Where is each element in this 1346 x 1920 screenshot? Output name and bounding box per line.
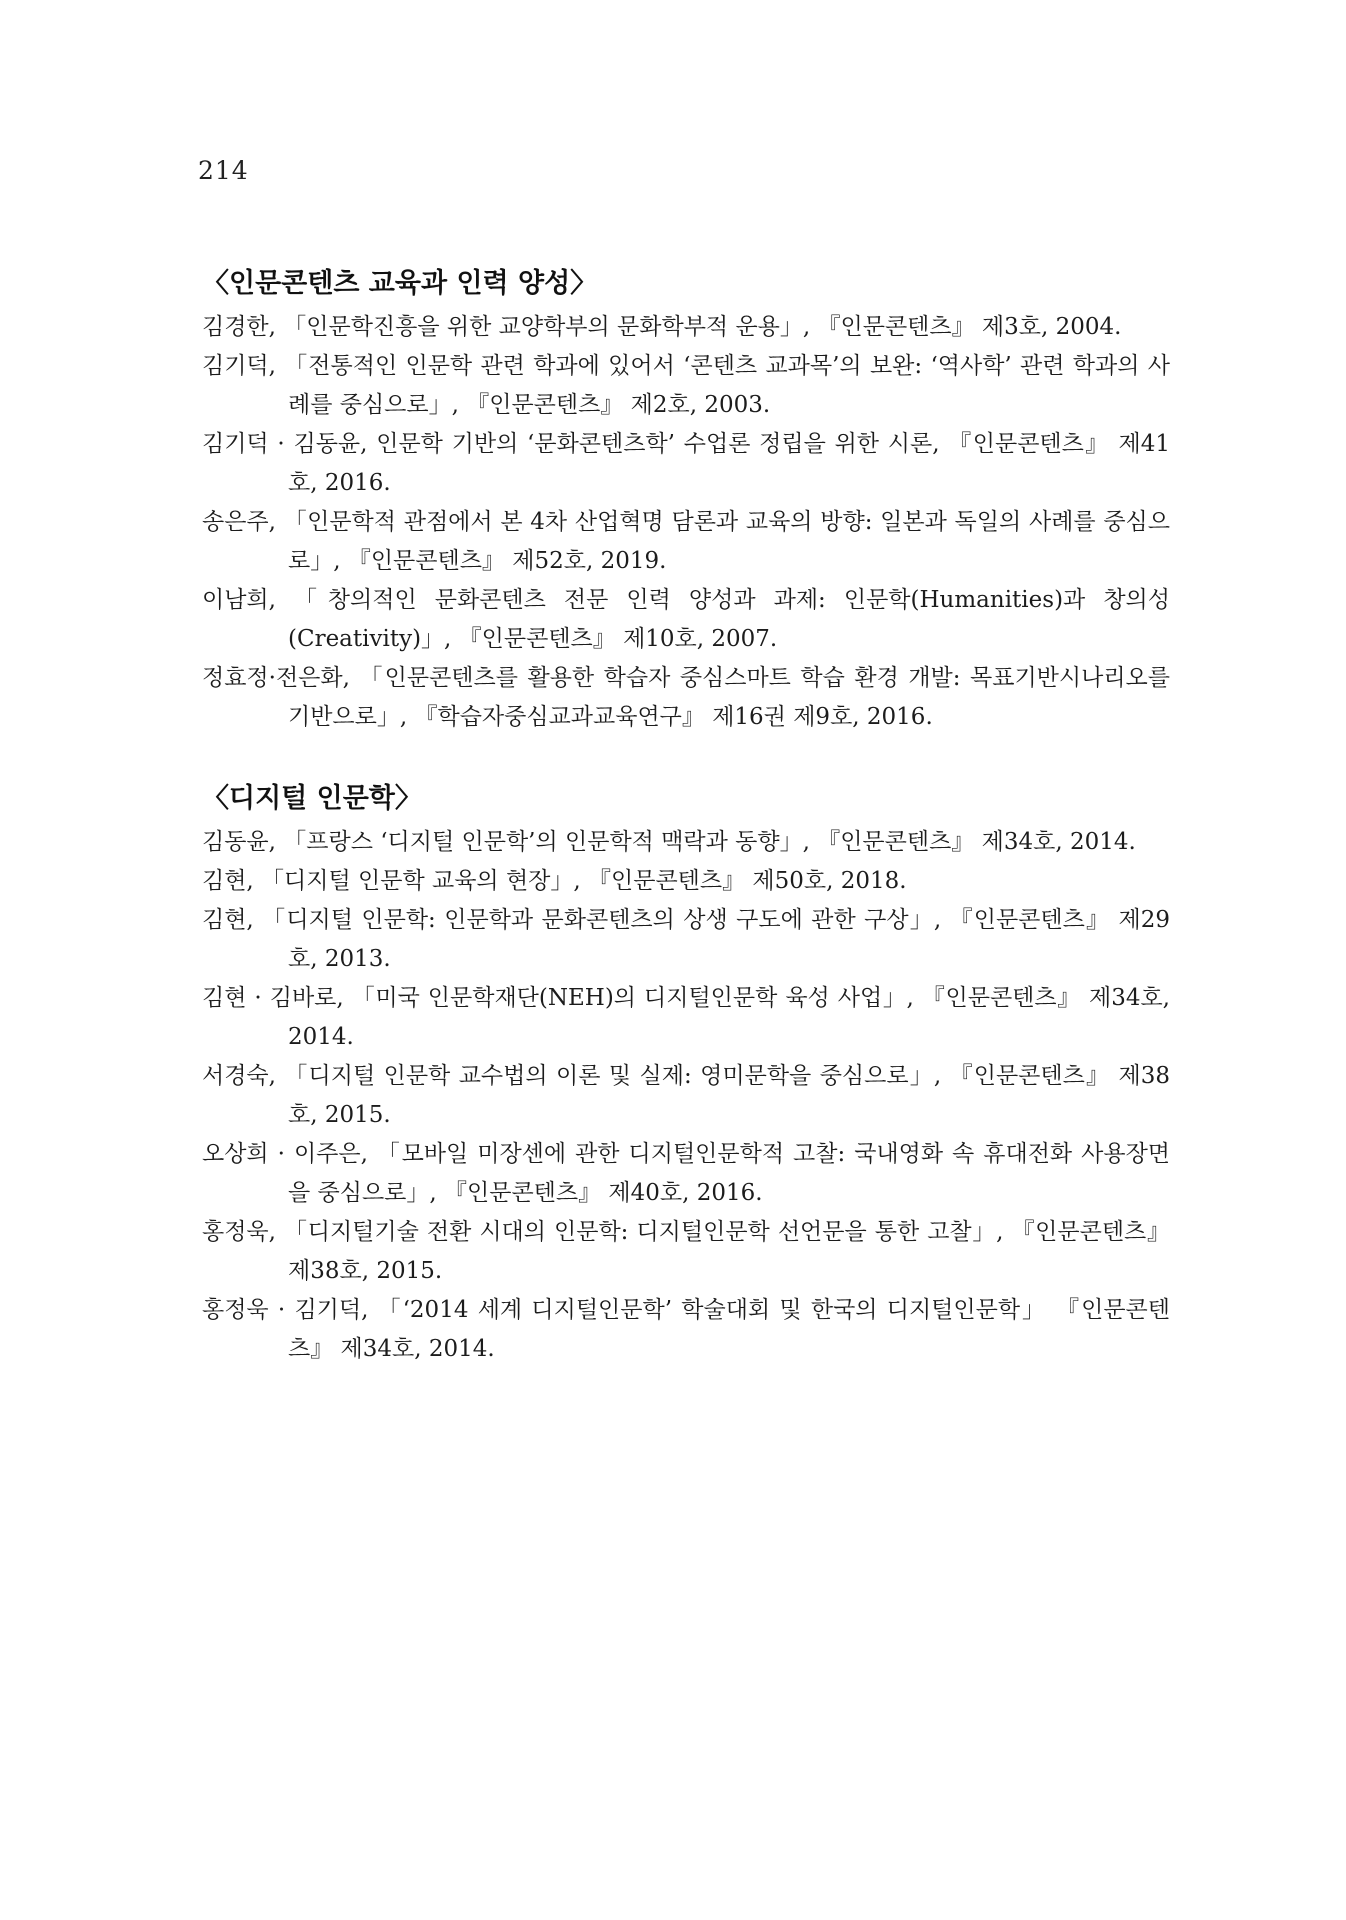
section-humanities-content-education: [202, 262, 1170, 737]
reference-entry: 홍정욱, 「디지털기술 전환 시대의 인문학: 디지털인문학 선언문을 통한 고찰」, 『인문콘텐츠』 제38호, 2015.: [202, 1219, 1170, 1284]
reference-entry: 홍정욱 · 김기덕, 「‘2014 세계 디지털인문학’ 학술대회 및 한국의 디지털인문학」 『인문콘텐츠』 제34호, 2014.: [202, 1297, 1170, 1362]
reference-entry: 이남희, 「창의적인 문화콘텐츠 전문 인력 양성과 과제: 인문학(Humanities)과 창의성(Creativity)」, 『인문콘텐츠』 제10호, 2007.: [202, 587, 1170, 652]
reference-entry: 김기덕 · 김동윤, 인문학 기반의 ‘문화콘텐츠학’ 수업론 정립을 위한 시론, 『인문콘텐츠』 제41호, 2016.: [202, 431, 1170, 496]
reference-entry: 서경숙, 「디지털 인문학 교수법의 이론 및 실제: 영미문학을 중심으로」, 『인문콘텐츠』 제38호, 2015.: [202, 1063, 1170, 1128]
section-heading: 〈디지털 인문학〉: [202, 783, 422, 814]
reference-entry: 김동윤, 「프랑스 ‘디지털 인문학’의 인문학적 맥락과 동향」, 『인문콘텐츠』 제34호, 2014.: [202, 829, 1136, 855]
reference-entry: 김경한, 「인문학진흥을 위한 교양학부의 문화학부적 운용」, 『인문콘텐츠』 제3호, 2004.: [202, 314, 1122, 340]
reference-entry: 김현 · 김바로, 「미국 인문학재단(NEH)의 디지털인문학 육성 사업」, 『인문콘텐츠』 제34호, 2014.: [202, 985, 1170, 1050]
reference-entry: 정효정·전은화, 「인문콘텐츠를 활용한 학습자 중심스마트 학습 환경 개발: 목표기반시나리오를 기반으로」, 『학습자중심교과교육연구』 제16권 제9호, 2016.: [202, 665, 1170, 730]
reference-entry: 김기덕, 「전통적인 인문학 관련 학과에 있어서 ‘콘텐츠 교과목’의 보완: ‘역사학’ 관련 학과의 사례를 중심으로」, 『인문콘텐츠』 제2호, 2003.: [202, 353, 1170, 418]
section-digital-humanities: [202, 777, 1170, 1369]
section-heading: 〈인문콘텐츠 교육과 인력 양성〉: [202, 268, 598, 299]
reference-entry: 송은주, 「인문학적 관점에서 본 4차 산업혁명 담론과 교육의 방향: 일본과 독일의 사례를 중심으로」, 『인문콘텐츠』 제52호, 2019.: [202, 509, 1170, 574]
bibliography: [202, 262, 1170, 1369]
reference-entry: 김현, 「디지털 인문학 교육의 현장」, 『인문콘텐츠』 제50호, 2018.: [202, 868, 907, 894]
reference-entry: 김현, 「디지털 인문학: 인문학과 문화콘텐츠의 상생 구도에 관한 구상」, 『인문콘텐츠』 제29호, 2013.: [202, 907, 1170, 972]
page-number: 214: [198, 156, 249, 185]
reference-entry: 오상희 · 이주은, 「모바일 미장센에 관한 디지털인문학적 고찰: 국내영화 속 휴대전화 사용장면을 중심으로」, 『인문콘텐츠』 제40호, 2016.: [202, 1141, 1170, 1206]
